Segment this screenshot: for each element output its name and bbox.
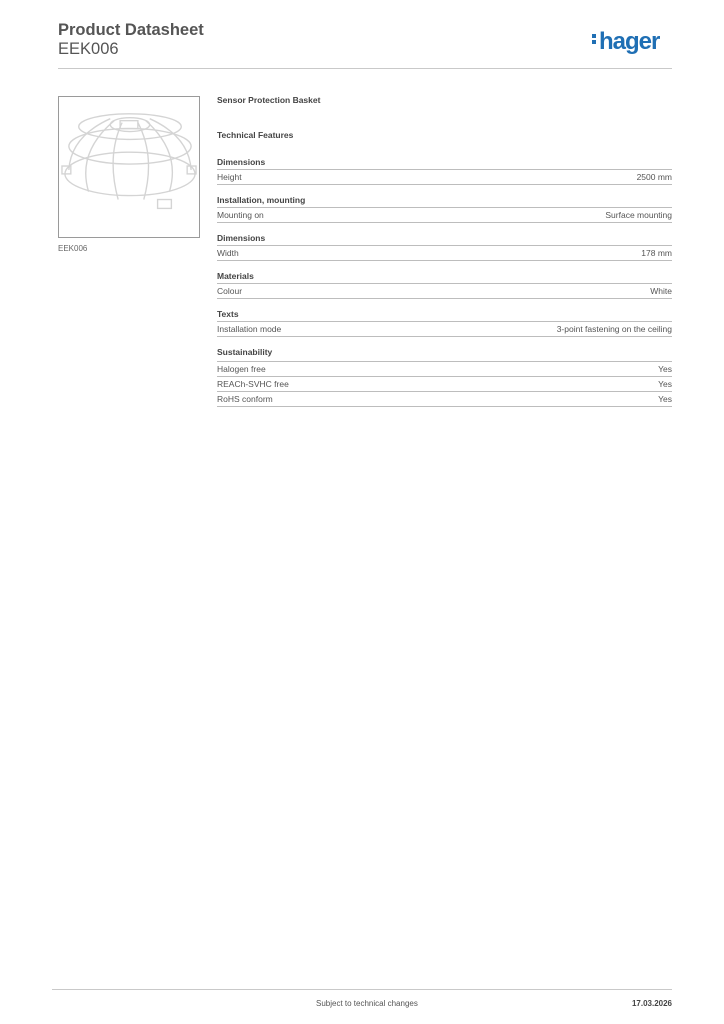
- section-installation-mounting: [217, 195, 672, 223]
- section-dimensions-height: [217, 157, 672, 185]
- section-title: Materials: [217, 271, 672, 284]
- spec-row: [217, 170, 672, 185]
- section-title: Dimensions: [217, 157, 672, 170]
- spec-row: [217, 392, 672, 407]
- datasheet-content: [217, 95, 672, 417]
- product-image: [58, 96, 200, 238]
- spec-row: [217, 208, 672, 223]
- footer-note: Subject to technical changes: [316, 999, 418, 1008]
- technical-features-heading: Technical Features: [217, 130, 294, 140]
- section-materials: [217, 271, 672, 299]
- spec-label: Colour: [217, 286, 243, 296]
- spec-label: Mounting on: [217, 210, 264, 220]
- product-code: EEK006: [58, 40, 119, 58]
- sensor-basket-drawing-icon: [59, 97, 199, 237]
- section-title: Texts: [217, 309, 672, 322]
- spec-value: Yes: [658, 379, 672, 389]
- spec-label: Width: [217, 248, 239, 258]
- spec-row: [217, 362, 672, 377]
- spec-value: White: [650, 286, 672, 296]
- spec-label: Installation mode: [217, 324, 282, 334]
- logo-text: hager: [599, 28, 660, 55]
- spec-row: [217, 322, 672, 337]
- spec-row: [217, 246, 672, 261]
- spec-value: 2500 mm: [636, 172, 672, 182]
- spec-row: [217, 284, 672, 299]
- spec-label: RoHS conform: [217, 394, 273, 404]
- brand-logo: [592, 28, 659, 56]
- logo-dots-icon: [592, 32, 596, 46]
- page-title: Product Datasheet: [58, 21, 204, 39]
- product-name: Sensor Protection Basket: [217, 95, 321, 105]
- section-title: Dimensions: [217, 233, 672, 246]
- spec-value: 3-point fastening on the ceiling: [556, 324, 672, 334]
- section-title: Installation, mounting: [217, 195, 672, 208]
- section-dimensions-width: [217, 233, 672, 261]
- spec-label: REACh-SVHC free: [217, 379, 289, 389]
- header-divider: [58, 68, 672, 69]
- image-caption: EEK006: [58, 244, 88, 253]
- spec-label: Height: [217, 172, 242, 182]
- section-title: Sustainability: [217, 347, 672, 362]
- section-texts: [217, 309, 672, 337]
- spec-label: Halogen free: [217, 364, 266, 374]
- spec-value: Surface mounting: [605, 210, 672, 220]
- footer-divider: [52, 989, 672, 990]
- section-sustainability: [217, 347, 672, 407]
- spec-value: Yes: [658, 394, 672, 404]
- spec-value: Yes: [658, 364, 672, 374]
- spec-value: 178 mm: [641, 248, 672, 258]
- spec-row: [217, 377, 672, 392]
- footer-date: 17.03.2026: [631, 999, 672, 1008]
